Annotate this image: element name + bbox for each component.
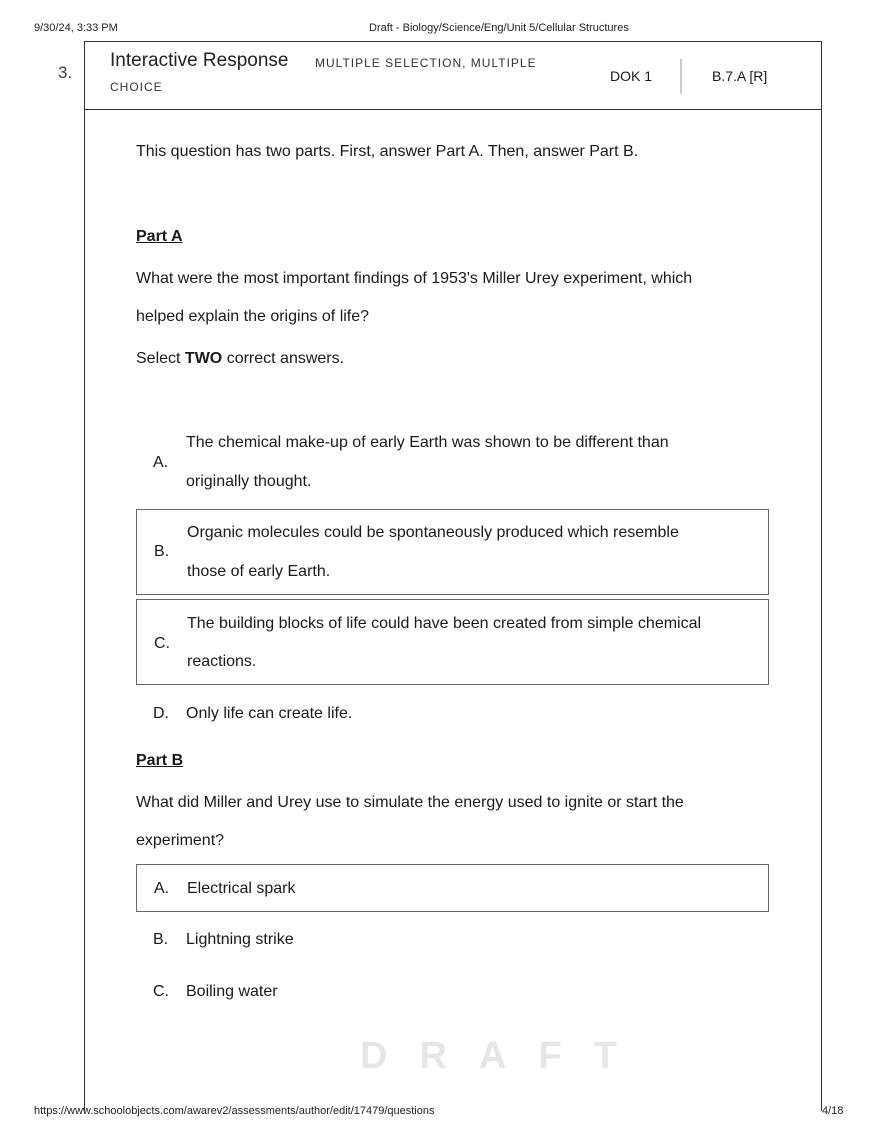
option-text-cont: originally thought. (186, 473, 312, 490)
part-a-prompt: What were the most important findings of 1953's Miller Urey experiment, which (136, 270, 693, 287)
option-text: The chemical make-up of early Earth was shown to be different than (186, 434, 669, 451)
option-text: The building blocks of life could have been created from simple chemical (187, 615, 702, 632)
option-d[interactable] (136, 703, 769, 729)
option-text-cont: reactions. (187, 653, 257, 670)
option-text: Organic molecules could be spontaneously produced which resemble (187, 524, 679, 541)
option-text: Electrical spark (187, 880, 296, 897)
dok-level: DOK 1 (610, 68, 653, 84)
option-text: Lightning strike (186, 931, 294, 948)
part-b-prompt: What did Miller and Urey use to simulate the energy used to ignite or start the (136, 794, 684, 811)
part-a-heading: Part A (136, 228, 183, 245)
print-title: Draft - Biology/Science/Eng/Unit 5/Cellular Structures (369, 22, 629, 34)
option-letter: C. (153, 983, 169, 1000)
option-letter: A. (154, 880, 170, 897)
draft-watermark: DRAFT (360, 1035, 649, 1077)
part-b-prompt-cont: experiment? (136, 832, 225, 849)
header-separator (680, 59, 682, 94)
part-b-option-c[interactable] (136, 980, 769, 1006)
print-url: https://www.schoolobjects.com/awarev2/assessments/author/edit/17479/questions (34, 1105, 435, 1117)
question-subtype: MULTIPLE SELECTION, MULTIPLE (315, 56, 537, 70)
option-text: Only life can create life. (186, 705, 353, 722)
option-letter: C. (154, 635, 170, 652)
intro-text: This question has two parts. First, answer Part A. Then, answer Part B. (136, 143, 639, 160)
option-letter: A. (153, 454, 169, 471)
part-b-option-a-selected[interactable] (136, 864, 769, 912)
option-letter: B. (153, 931, 169, 948)
option-letter: D. (153, 705, 169, 722)
header-divider (84, 109, 822, 110)
part-b-option-b[interactable] (136, 928, 769, 954)
option-c-selected[interactable] (136, 599, 769, 685)
question-type: Interactive Response (110, 50, 289, 71)
part-b-heading: Part B (136, 752, 184, 769)
option-letter: B. (154, 543, 170, 560)
option-a[interactable] (136, 430, 769, 494)
part-a-prompt-cont: helped explain the origins of life? (136, 308, 370, 325)
question-subtype-cont: CHOICE (110, 80, 163, 94)
print-datetime: 9/30/24, 3:33 PM (34, 22, 118, 34)
option-text-cont: those of early Earth. (187, 563, 331, 580)
question-number: 3. (58, 63, 73, 82)
page-number: 4/18 (822, 1105, 844, 1117)
select-instruction: Select TWO correct answers. (136, 350, 345, 367)
option-text: Boiling water (186, 983, 278, 1000)
option-b-selected[interactable] (136, 509, 769, 595)
standard-code: B.7.A [R] (712, 68, 768, 84)
